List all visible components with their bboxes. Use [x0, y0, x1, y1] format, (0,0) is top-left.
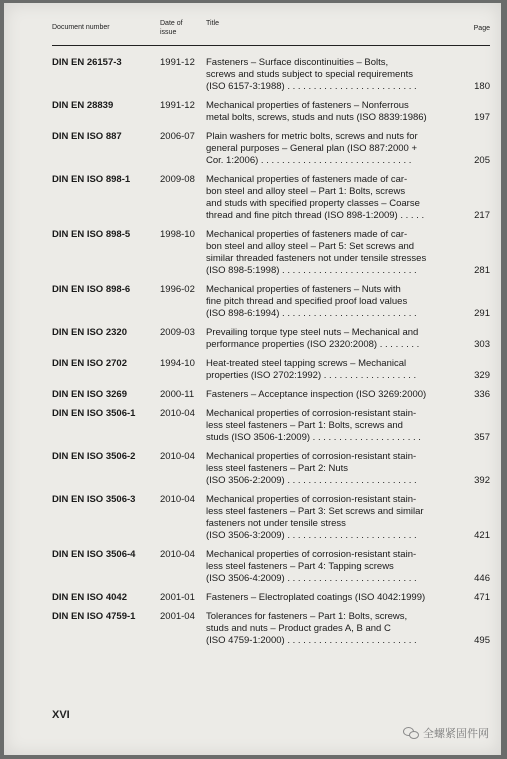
title-line: (ISO 3506-3:2009) . . . . . . . . . . . . . . . . . . . . . . . . . — [206, 530, 417, 541]
page-reference: 421 — [474, 530, 490, 541]
document-number: DIN EN ISO 4759-1 — [52, 611, 136, 622]
document-title — [206, 57, 464, 93]
document-title — [206, 358, 464, 382]
title-line: (ISO 898-5:1998) . . . . . . . . . . . . . . . . . . . . . . . . . . — [206, 265, 417, 276]
title-line: fasteners not under tensile stress — [206, 518, 346, 529]
title-line: Fasteners – Surface discontinuities – Bolts, — [206, 57, 389, 68]
date-of-issue: 1991-12 — [160, 100, 195, 111]
date-of-issue: 2010-04 — [160, 451, 195, 462]
title-line: (ISO 6157-3:1988) . . . . . . . . . . . . . . . . . . . . . . . . . — [206, 81, 417, 92]
wechat-icon — [403, 727, 419, 739]
table-row — [52, 128, 490, 171]
table-row — [52, 608, 490, 651]
page-reference: 303 — [474, 339, 490, 350]
title-line: Mechanical properties of fasteners – Nuts with — [206, 284, 401, 295]
title-line: Fasteners – Electroplated coatings (ISO 4042:1999) — [206, 592, 426, 603]
table-row — [52, 448, 490, 491]
date-of-issue: 2001-04 — [160, 611, 195, 622]
page-reference: 180 — [474, 81, 490, 92]
document-title — [206, 451, 464, 487]
document-title — [206, 229, 464, 277]
document-title — [206, 592, 464, 604]
page-reference: 336 — [474, 389, 490, 400]
document-title — [206, 131, 464, 167]
title-line: (ISO 898-6:1994) . . . . . . . . . . . . . . . . . . . . . . . . . . — [206, 308, 417, 319]
table-row — [52, 491, 490, 546]
title-line: less steel fasteners – Part 2: Nuts — [206, 463, 349, 474]
date-of-issue: 2009-08 — [160, 174, 195, 185]
table-row — [52, 546, 490, 589]
header-title: Title — [206, 20, 219, 27]
date-of-issue: 2010-04 — [160, 494, 195, 505]
title-line: Fasteners – Acceptance inspection (ISO 3269:2000) — [206, 389, 427, 400]
document-title — [206, 284, 464, 320]
document-number: DIN EN 28839 — [52, 100, 114, 111]
title-line: fine pitch thread and specified proof load values — [206, 296, 408, 307]
date-of-issue: 1998-10 — [160, 229, 195, 240]
document-title — [206, 327, 464, 351]
title-line: properties (ISO 2702:1992) . . . . . . . . . . . . . . . . . . — [206, 370, 417, 381]
page-number-label: XVI — [52, 709, 70, 721]
page-reference: 281 — [474, 265, 490, 276]
page-reference: 205 — [474, 155, 490, 166]
title-line: less steel fasteners – Part 3: Set screws and similar — [206, 506, 424, 517]
title-line: Mechanical properties of corrosion-resistant stain- — [206, 408, 417, 419]
document-number: DIN EN 26157-3 — [52, 57, 122, 68]
table-row — [52, 386, 490, 405]
document-number: DIN EN ISO 898-6 — [52, 284, 131, 295]
document-number: DIN EN ISO 3506-1 — [52, 408, 136, 419]
document-title — [206, 100, 464, 124]
page-reference: 291 — [474, 308, 490, 319]
title-line: Heat-treated steel tapping screws – Mechanical — [206, 358, 407, 369]
title-line: Mechanical properties of fasteners – Nonferrous — [206, 100, 409, 111]
document-page — [4, 3, 501, 755]
title-line: screws and studs subject to special requirements — [206, 69, 413, 80]
document-number: DIN EN ISO 2702 — [52, 358, 127, 369]
title-line: Mechanical properties of fasteners made of car- — [206, 174, 408, 185]
date-of-issue: 2010-04 — [160, 408, 195, 419]
document-title — [206, 494, 464, 542]
title-line: Prevailing torque type steel nuts – Mechanical and — [206, 327, 419, 338]
document-number: DIN EN ISO 898-5 — [52, 229, 131, 240]
document-title — [206, 611, 464, 647]
contents-table — [52, 17, 490, 651]
date-of-issue: 1996-02 — [160, 284, 195, 295]
watermark — [403, 725, 489, 741]
table-row — [52, 324, 490, 355]
date-of-issue: 2010-04 — [160, 549, 195, 560]
table-row — [52, 226, 490, 281]
title-line: similar threaded fasteners not under tensile stresses — [206, 253, 427, 264]
title-line: general purposes – General plan (ISO 887:2000 + — [206, 143, 417, 154]
document-number: DIN EN ISO 3506-4 — [52, 549, 136, 560]
document-number: DIN EN ISO 887 — [52, 131, 122, 142]
table-row — [52, 171, 490, 226]
table-row — [52, 97, 490, 128]
title-line: Mechanical properties of corrosion-resistant stain- — [206, 549, 417, 560]
table-body — [52, 54, 490, 651]
page-reference: 471 — [474, 592, 490, 603]
title-line: studs (ISO 3506-1:2009) . . . . . . . . . . . . . . . . . . . . . — [206, 432, 421, 443]
page-reference: 329 — [474, 370, 490, 381]
title-line: studs and nuts – Product grades A, B and C — [206, 623, 391, 634]
table-row — [52, 405, 490, 448]
table-row — [52, 54, 490, 97]
table-row — [52, 281, 490, 324]
title-line: Tolerances for fasteners – Part 1: Bolts, screws, — [206, 611, 408, 622]
document-title — [206, 408, 464, 444]
title-line: Plain washers for metric bolts, screws and nuts for — [206, 131, 418, 142]
title-line: Mechanical properties of corrosion-resistant stain- — [206, 494, 417, 505]
title-line: and studs with specified property classes – Coarse — [206, 198, 420, 209]
title-line: bon steel and alloy steel – Part 5: Set screws and — [206, 241, 415, 252]
page-reference: 357 — [474, 432, 490, 443]
title-line: (ISO 3506-4:2009) . . . . . . . . . . . . . . . . . . . . . . . . . — [206, 573, 417, 584]
watermark-text: 全螺紧固件网 — [423, 728, 489, 740]
date-of-issue: 2006-07 — [160, 131, 195, 142]
title-line: (ISO 3506-2:2009) . . . . . . . . . . . . . . . . . . . . . . . . . — [206, 475, 417, 486]
title-line: less steel fasteners – Part 1: Bolts, screws and — [206, 420, 403, 431]
page-reference: 217 — [474, 210, 490, 221]
title-line: less steel fasteners – Part 4: Tapping screws — [206, 561, 394, 572]
title-line: Cor. 1:2006) . . . . . . . . . . . . . . . . . . . . . . . . . . . . . — [206, 155, 412, 166]
header-page: Page — [473, 25, 490, 32]
document-number: DIN EN ISO 3506-3 — [52, 494, 136, 505]
document-title — [206, 174, 464, 222]
title-line: Mechanical properties of fasteners made of car- — [206, 229, 408, 240]
document-number: DIN EN ISO 2320 — [52, 327, 127, 338]
date-of-issue: 2000-11 — [160, 389, 195, 400]
header-date-of-issue: Date of issue — [160, 20, 183, 36]
title-line: (ISO 4759-1:2000) . . . . . . . . . . . . . . . . . . . . . . . . . — [206, 635, 417, 646]
document-title — [206, 549, 464, 585]
date-of-issue: 1991-12 — [160, 57, 195, 68]
page-reference: 446 — [474, 573, 490, 584]
title-line: metal bolts, screws, studs and nuts (ISO 8839:1986) — [206, 112, 427, 123]
title-line: bon steel and alloy steel – Part 1: Bolts, screws — [206, 186, 406, 197]
date-of-issue: 2009-03 — [160, 327, 195, 338]
document-number: DIN EN ISO 3506-2 — [52, 451, 136, 462]
header-document-number: Document number — [52, 24, 110, 31]
document-number: DIN EN ISO 898-1 — [52, 174, 131, 185]
table-header — [52, 17, 490, 46]
date-of-issue: 2001-01 — [160, 592, 195, 603]
title-line: performance properties (ISO 2320:2008) . . . . . . . . — [206, 339, 420, 350]
document-number: DIN EN ISO 3269 — [52, 389, 127, 400]
table-row — [52, 589, 490, 608]
title-line: thread and fine pitch thread (ISO 898-1:2009) . . . . . — [206, 210, 425, 221]
document-title — [206, 389, 464, 401]
table-row — [52, 355, 490, 386]
page-reference: 197 — [474, 112, 490, 123]
title-line: Mechanical properties of corrosion-resistant stain- — [206, 451, 417, 462]
date-of-issue: 1994-10 — [160, 358, 195, 369]
page-reference: 392 — [474, 475, 490, 486]
document-number: DIN EN ISO 4042 — [52, 592, 127, 603]
page-reference: 495 — [474, 635, 490, 646]
